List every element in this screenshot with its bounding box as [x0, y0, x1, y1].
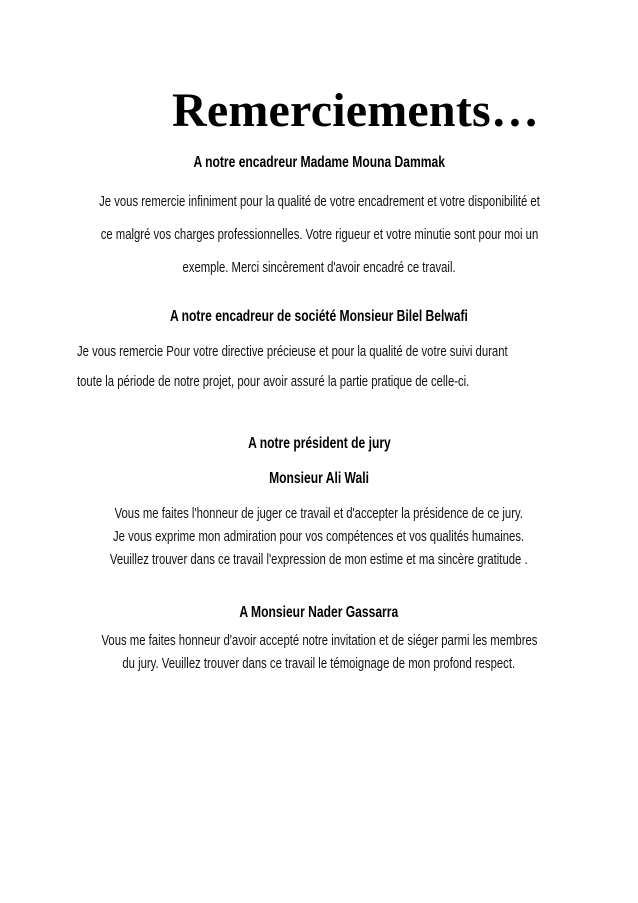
- section-heading-membre-jury: [0, 604, 638, 622]
- paragraph-line: [0, 505, 638, 523]
- line-text: ce malgré vos charges professionnelles. Votre rigueur et votre minutie sont pour moi un: [100, 227, 538, 243]
- section-heading-societe: [0, 308, 638, 326]
- paragraph-line: [0, 193, 638, 211]
- heading-text: A notre encadreur Madame Mouna Dammak: [193, 154, 445, 171]
- line-text: Je vous remercie Pour votre directive précieuse et pour la qualité de votre suivi durant: [77, 344, 508, 360]
- section-subheading-president-name: [0, 470, 638, 488]
- heading-text: A notre encadreur de société Monsieur Bilel Belwafi: [170, 308, 468, 325]
- line-text: exemple. Merci sincèrement d'avoir encadré ce travail.: [182, 260, 456, 276]
- heading-text: A notre président de jury: [247, 435, 391, 452]
- line-text: du jury. Veuillez trouver dans ce travail le témoignage de mon profond respect.: [122, 656, 516, 672]
- paragraph-line: [0, 259, 638, 277]
- page-title: [0, 83, 638, 139]
- line-text: toute la période de notre projet, pour avoir assuré la partie pratique de celle-ci.: [77, 374, 470, 390]
- paragraph-line: [0, 551, 638, 569]
- paragraph-line: [77, 373, 577, 391]
- heading-text: A Monsieur Nader Gassarra: [239, 604, 399, 621]
- line-text: Je vous remercie infiniment pour la qualité de votre encadrement et votre disponibilité et: [98, 194, 540, 210]
- section-heading-encadreur: [0, 154, 638, 172]
- section-heading-president: [0, 435, 638, 453]
- paragraph-line: [0, 655, 638, 673]
- line-text: Je vous exprime mon admiration pour vos compétences et vos qualités humaines.: [113, 529, 525, 545]
- paragraph-line: [77, 343, 577, 361]
- line-text: Vous me faites l'honneur de juger ce travail et d'accepter la présidence de ce jury.: [114, 506, 524, 522]
- line-text: Veuillez trouver dans ce travail l'expression de mon estime et ma sincère gratitude .: [110, 552, 528, 568]
- subheading-text: Monsieur Ali Wali: [269, 470, 369, 487]
- paragraph-line: [0, 226, 638, 244]
- page-title-text: Remerciements…: [172, 84, 540, 137]
- line-text: Vous me faites honneur d'avoir accepté notre invitation et de siéger parmi les membres: [101, 633, 537, 649]
- paragraph-line: [0, 528, 638, 546]
- paragraph-line: [0, 632, 638, 650]
